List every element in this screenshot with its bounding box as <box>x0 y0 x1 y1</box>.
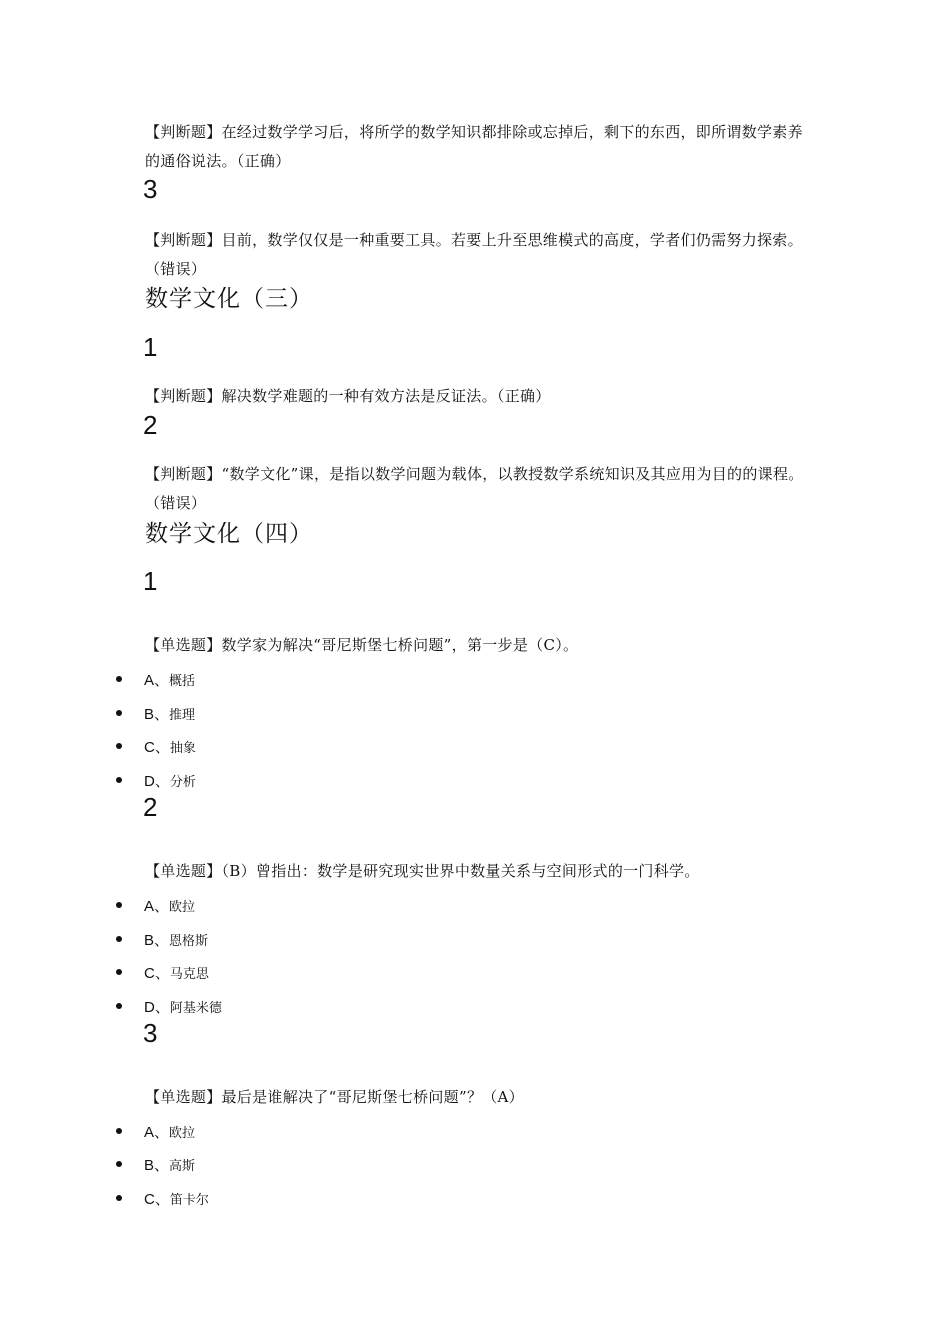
single-choice-question-1: 【单选题】数学家为解决“哥尼斯堡七桥问题”，第一步是（C）。 <box>145 636 579 654</box>
option-a: A、欧拉 <box>116 1123 195 1144</box>
option-c: C、马克思 <box>116 964 209 985</box>
judgment-question-1: 【判断题】在经过数学学习后，将所学的数学知识都排除或忘掉后，剩下的东西，即所谓数学素养的通俗说法。（正确） <box>145 123 803 170</box>
option-d: D、阿基米德 <box>116 998 222 1019</box>
bullet-icon <box>116 743 122 749</box>
single-choice-question-3: 【单选题】最后是谁解决了“哥尼斯堡七桥问题”？（A） <box>145 1088 524 1106</box>
bullet-icon <box>116 902 122 908</box>
section-title-3: 数学文化（三） <box>145 286 313 312</box>
bullet-icon <box>116 936 122 942</box>
judgment-question-4: 【判断题】“数学文化”课，是指以数学问题为载体，以教授数学系统知识及其应用为目的的课程。（错误） <box>145 465 804 512</box>
judgment-question-3: 【判断题】解决数学难题的一种有效方法是反证法。（正确） <box>145 387 551 405</box>
bullet-icon <box>116 1161 122 1167</box>
option-d: D、分析 <box>116 772 196 793</box>
single-choice-question-2: 【单选题】（B）曾指出：数学是研究现实世界中数量关系与空间形式的一门科学。 <box>145 862 700 880</box>
bullet-icon <box>116 777 122 783</box>
option-b: B、推理 <box>116 705 195 726</box>
option-c: C、抽象 <box>116 738 196 759</box>
option-b: B、恩格斯 <box>116 931 208 952</box>
bullet-icon <box>116 1195 122 1201</box>
judgment-question-2: 【判断题】目前，数学仅仅是一种重要工具。若要上升至思维模式的高度，学者们仍需努力探索。（错误） <box>145 231 803 278</box>
item-number: 3 <box>143 174 158 204</box>
bullet-icon <box>116 969 122 975</box>
section-title-4: 数学文化（四） <box>145 521 313 547</box>
option-a: A、欧拉 <box>116 897 195 918</box>
bullet-icon <box>116 676 122 682</box>
item-number: 1 <box>143 566 158 596</box>
option-a: A、概括 <box>116 671 195 692</box>
bullet-icon <box>116 710 122 716</box>
item-number: 3 <box>143 1018 158 1048</box>
bullet-icon <box>116 1128 122 1134</box>
bullet-icon <box>116 1003 122 1009</box>
option-b: B、高斯 <box>116 1156 195 1177</box>
item-number: 2 <box>143 792 158 822</box>
option-c: C、笛卡尔 <box>116 1190 209 1211</box>
item-number: 2 <box>143 410 158 440</box>
item-number: 1 <box>143 332 158 362</box>
